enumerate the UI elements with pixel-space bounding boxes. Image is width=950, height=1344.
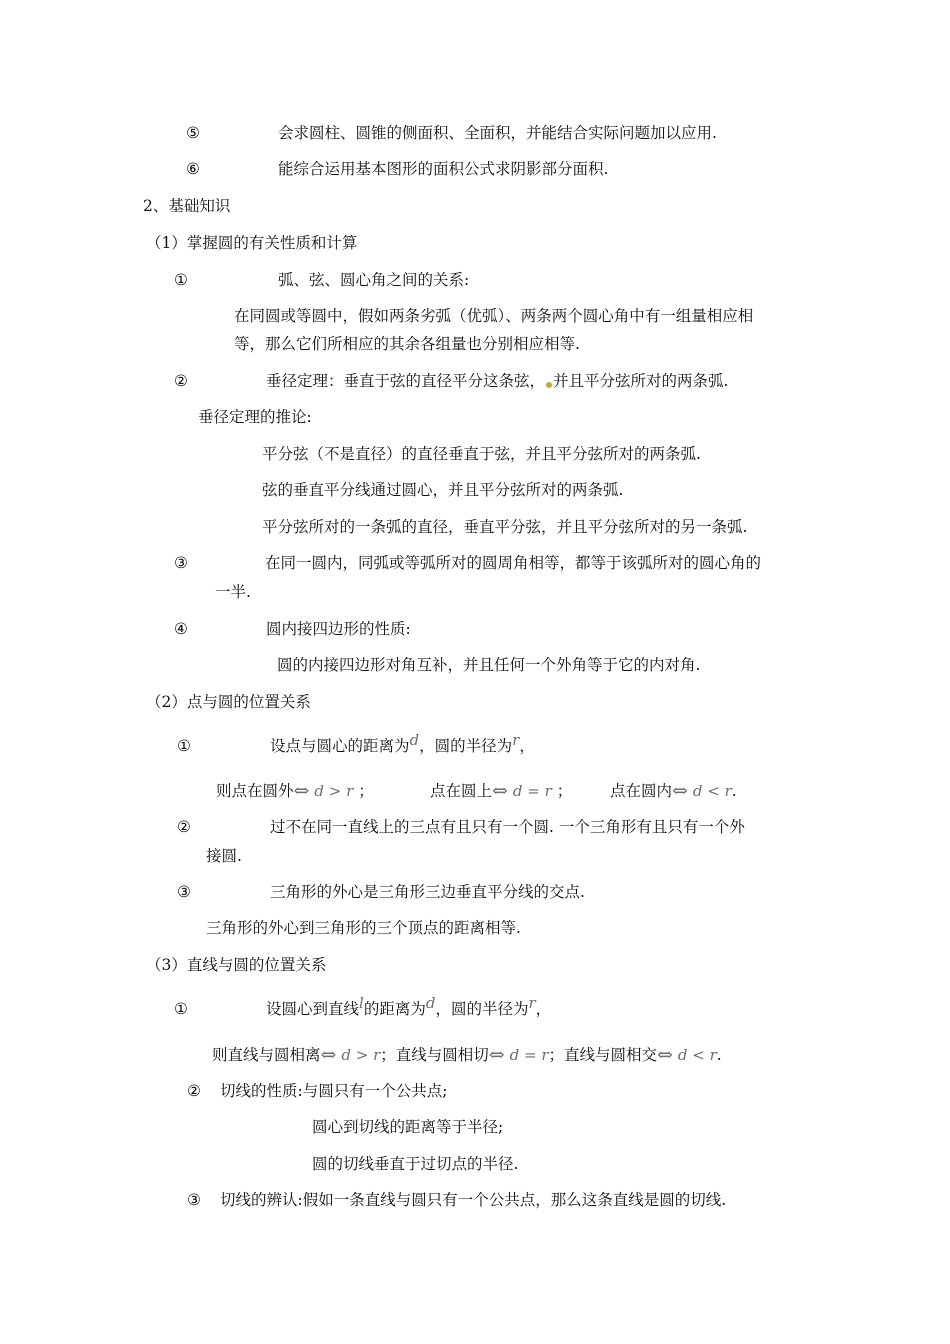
sub2-item3-number: ③ (177, 883, 191, 901)
expr-d-eq-r: d = r (509, 1046, 549, 1064)
sub3-item1-t1: 设圆心到直线 (266, 1000, 360, 1018)
var-l: l (359, 994, 364, 1012)
sub3-item1-t2: 的距离为 (363, 1000, 426, 1018)
sub1-item1-body-line2: 等，那么它们所相应的其余各组量也分别相应相等. (234, 335, 580, 353)
equivalence-arrow-icon: ⇔ (488, 1044, 505, 1066)
sub2-item1-t3: ， (519, 737, 535, 755)
sub3-item2-p3: 圆的切线垂直于过切点的半径. (312, 1155, 519, 1173)
sub3-item2-title: 切线的性质:与圆只有一个公共点; (220, 1082, 448, 1100)
item-5-text: 会求圆柱、圆锥的侧面积、全面积，并能结合实际问题加以应用. (278, 124, 717, 142)
expr-d-gt-r: d > r (341, 1046, 381, 1064)
sub3-item2-p2: 圆心到切线的距离等于半径; (312, 1118, 504, 1136)
point-outside-label: 则点在圆外 (216, 782, 294, 800)
point-outside-relation (216, 780, 374, 801)
sub2-item2-line2: 接圆. (206, 847, 242, 865)
sub1-item4-title: 圆内接四边形的性质: (266, 620, 411, 638)
sub1-item1-body-line1: 在同圆或等圆中，假如两条劣弧（优弧）、两条两个圆心角中有一组量相应相 (234, 307, 754, 325)
corollary-line3: 平分弦所对的一条弧的直径，垂直平分弦，并且平分弦所对的另一条弧. (262, 518, 748, 536)
point-on-relation (430, 780, 572, 801)
section-heading: 2、基础知识 (143, 197, 231, 215)
equivalence-arrow-icon: ⇔ (293, 780, 310, 802)
sub1-heading: （1）掌握圆的有关性质和计算 (146, 234, 358, 252)
sub3-item3-number: ③ (187, 1191, 201, 1209)
sub2-heading: （2）点与圆的位置关系 (146, 693, 311, 711)
sub3-item2-number: ② (187, 1082, 201, 1100)
sub1-item3-number: ③ (174, 554, 188, 572)
point-inside-label: 点在圆内 (610, 782, 673, 800)
expr-d-eq-r: d = r (512, 782, 552, 800)
sub3-item1-t4: ， (535, 1000, 552, 1018)
sub1-item1-title: 弧、弦、圆心角之间的关系: (278, 271, 470, 289)
sub1-item4-body: 圆的内接四边形对角互补，并且任何一个外角等于它的内对角. (277, 656, 701, 674)
sub1-item3-line2: 一半. (215, 583, 251, 601)
equivalence-arrow-icon: ⇔ (320, 1044, 337, 1066)
sub2-item3-line2: 三角形的外心到三角形的三个顶点的距离相等. (206, 919, 521, 937)
sub3-item1-text (266, 994, 552, 1019)
point-inside-relation (610, 780, 737, 801)
corollary-line1: 平分弦（不是直径）的直径垂直于弦，并且平分弦所对的两条弧. (262, 445, 701, 463)
period: . (716, 1046, 722, 1064)
item-6-text: 能综合运用基本图形的面积公式求阴影部分面积. (278, 160, 609, 178)
sub2-item1-text (270, 731, 535, 756)
sub2-item2-number: ② (177, 818, 191, 836)
expr-d-lt-r: d < r (677, 1046, 717, 1064)
sub1-item4-number: ④ (174, 620, 188, 638)
sub2-item3-line1: 三角形的外心是三角形三边垂直平分线的交点. (270, 883, 585, 901)
sub2-item1-t1: 设点与圆心的距离为 (270, 737, 410, 755)
var-d: d (425, 994, 436, 1012)
var-r: r (512, 731, 520, 749)
equivalence-arrow-icon: ⇔ (672, 780, 688, 802)
sub1-item1-number: ① (174, 271, 188, 289)
item-6-number: ⑥ (186, 160, 200, 178)
period: . (731, 782, 737, 800)
separator: ； (358, 782, 374, 800)
sub1-item2-text-a: 垂径定理：垂直于弦的直径平分这条弦， (266, 372, 546, 390)
point-on-label: 点在圆上 (430, 782, 493, 800)
sub2-item2-line1: 过不在同一直线上的三点有且只有一个圆. 一个三角形有且只有一个外 (270, 818, 745, 836)
sub1-item2-text-b: 并且平分弦所对的两条弧. (553, 372, 729, 390)
sub1-item3-line1: 在同一圆内，同弧或等弧所对的圆周角相等，都等于该弧所对的圆心角的 (265, 554, 762, 572)
line-intersect-label: ；直线与圆相交 (548, 1046, 658, 1064)
line-apart-label: 则直线与圆相离 (212, 1046, 321, 1064)
expr-d-lt-r: d < r (692, 782, 732, 800)
line-circle-relations (212, 1044, 722, 1065)
stray-mark (546, 382, 552, 388)
sub3-item3-text: 切线的辨认:假如一条直线与圆只有一个公共点，那么这条直线是圆的切线. (220, 1191, 727, 1209)
expr-d-gt-r: d > r (314, 782, 354, 800)
separator: ； (556, 782, 573, 800)
sub3-heading: （3）直线与圆的位置关系 (146, 956, 327, 974)
sub2-item1-t2: ，圆的半径为 (419, 737, 513, 755)
sub3-item1-t3: ，圆的半径为 (435, 1000, 529, 1018)
sub3-item1-number: ① (174, 1000, 188, 1018)
var-r: r (528, 994, 536, 1012)
equivalence-arrow-icon: ⇔ (657, 1044, 673, 1066)
sub1-item2-text (266, 371, 728, 391)
var-d: d (409, 731, 420, 749)
corollary-line2: 弦的垂直平分线通过圆心，并且平分弦所对的两条弧. (262, 481, 624, 499)
line-tangent-label: ；直线与圆相切 (380, 1046, 489, 1064)
item-5-number: ⑤ (186, 124, 200, 142)
equivalence-arrow-icon: ⇔ (492, 780, 508, 802)
sub2-item1-number: ① (177, 737, 191, 755)
sub1-item2-number: ② (174, 372, 188, 390)
corollary-title: 垂径定理的推论: (198, 408, 312, 426)
